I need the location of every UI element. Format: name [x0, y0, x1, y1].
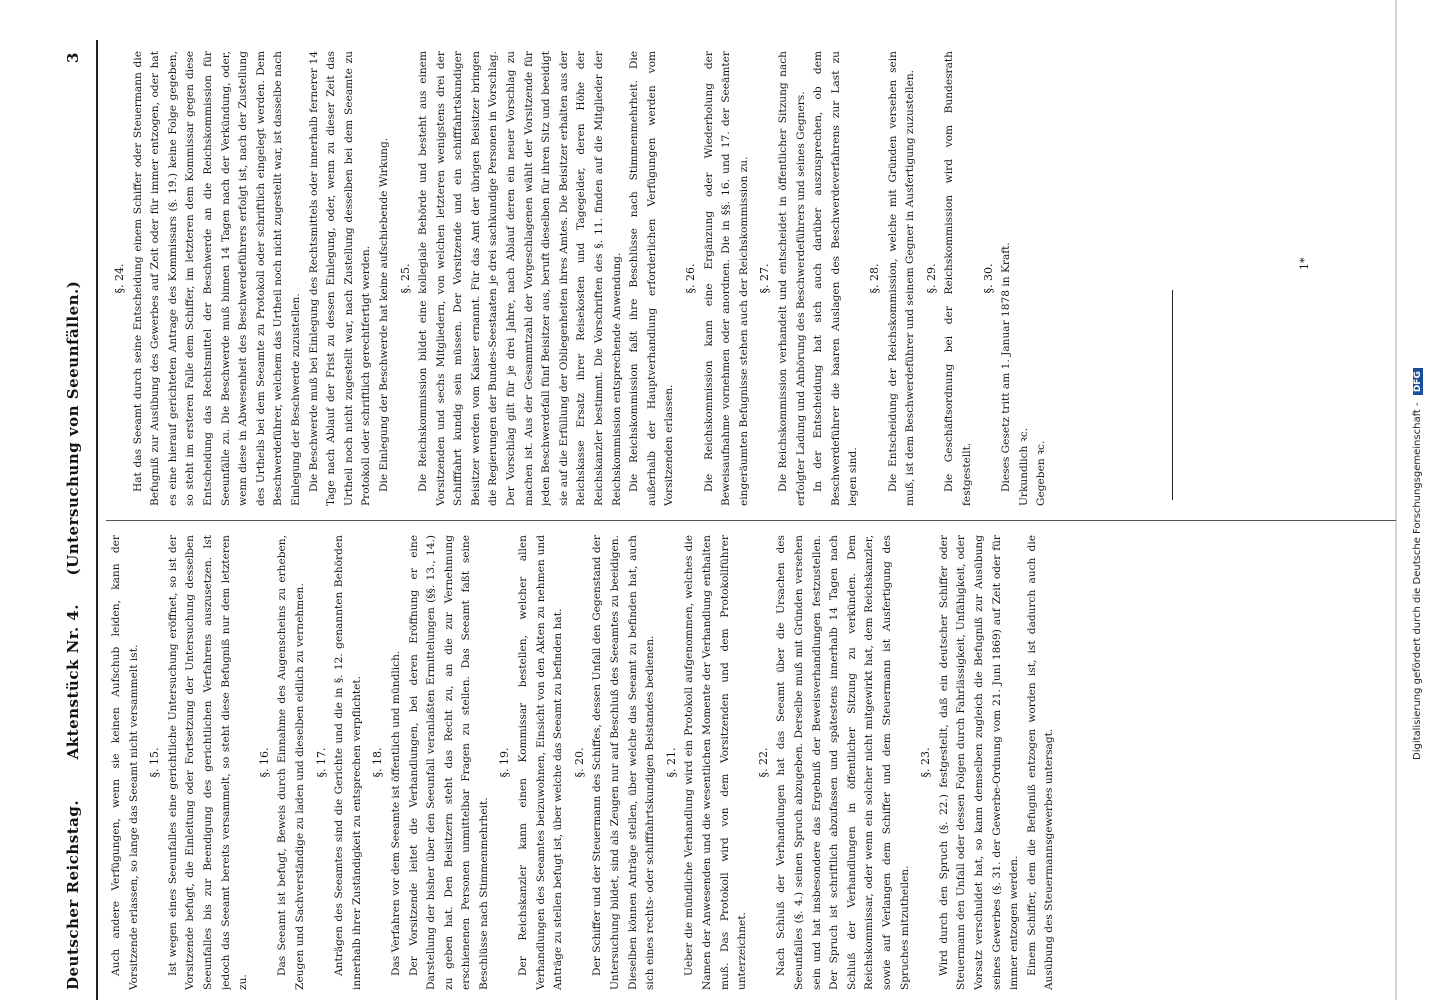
paragraph: Die Entscheidung der Reichskommission, welche mit Gründen versehen sein muß, ist dem Beschwerdeführer und seinem Gegner in Ausfertigung zuzustellen. [886, 51, 917, 506]
digitization-notice [1412, 0, 1432, 760]
section-heading: §. 28. [867, 263, 881, 294]
paragraph: Der Reichskanzler kann einen Kommissar bestellen, welcher allen Verhandlungen des Seeamtes beizuwohnen, Einsicht von den Akten zu nehmen und Anträge zu stellen befugt ist, über welche das Seeamt zu befinden hat. [517, 535, 565, 990]
section-heading: §. 29. [924, 263, 938, 294]
end-rule [1172, 290, 1173, 500]
paragraph: Wird durch den Spruch (§. 22.) festgestellt, daß ein deutscher Schiffer oder Steuermann den Unfall oder dessen Folgen durch Fahrlässigkeit, Unfähigkeit, oder Vorsatz verschuldet hat, so kann demselben zugleich die Befugniß zur Ausübung seines Gewerbes (§. 31. der Gewerbe-Ordnung vom 21. Juni 1869) auf Zeit oder für immer entzogen werden. [937, 535, 1021, 990]
section-heading: §. 20. [572, 747, 586, 778]
paragraph: Gegeben ꝛc. [1035, 440, 1048, 506]
section-heading: §. 30. [981, 263, 995, 294]
dfg-logo: DFG [1413, 368, 1423, 395]
paragraph: Das Verfahren vor dem Seeamte ist öffentlich und mündlich. [389, 650, 402, 976]
paragraph: Die Reichskommission verhandelt und entscheidet in öffentlicher Sitzung nach erfolgter Ladung und Anhörung des Beschwerdeführers und seines Gegners. [776, 51, 807, 506]
paragraph: Auch andere Verfügungen, wenn sie keinen Aufschub leiden, kann der Vorsitzende erlassen, so lange das Seeamt nicht versammelt ist. [110, 535, 140, 990]
paragraph: Dieses Gesetz tritt am 1. Januar 1878 in Kraft. [1000, 242, 1013, 492]
section-heading: §. 24. [113, 263, 126, 294]
running-header [50, 40, 98, 1000]
paragraph: Die Geschäftsordnung bei der Reichskommission wird vom Bundesrath festgestellt. [943, 51, 973, 506]
left-column [108, 535, 1398, 990]
header-left: Deutscher Reichstag. [64, 799, 82, 990]
column-divider [106, 520, 1396, 521]
paragraph: Das Seeamt ist befugt, Beweis durch Einnahme des Augenscheins zu erheben, Zeugen und Sachverständige zu laden und dieselben eidlich zu vernehmen. [276, 535, 306, 990]
header-rule [96, 40, 98, 1000]
rotated-document [50, 40, 1400, 1000]
section-heading: §. 18. [371, 747, 385, 778]
section-heading: §. 23. [919, 747, 933, 778]
section-heading: §. 27. [758, 263, 772, 294]
section-heading: §. 26. [684, 263, 697, 294]
section-heading: §. 25. [398, 263, 412, 294]
section-heading: §. 17. [314, 747, 328, 778]
right-column [108, 51, 1398, 506]
section-heading: §. 16. [257, 747, 271, 778]
paragraph: Einem Schiffer, dem die Befugniß entzogen worden ist, ist dadurch auch die Ausübung des Steuermannsgewerbes untersagt. [1025, 535, 1056, 990]
paragraph: Ueber die mündliche Verhandlung wird ein Protokoll aufgenommen, welches die Namen der Anwesenden und die wesentlichen Momente der Verhandlung enthalten muß. Das Protokoll wird von dem Vorsitzenden und dem Protokollführer unterzeichnet. [683, 535, 749, 990]
paragraph: Der Schiffer und der Steuermann des Schiffes, dessen Unfall den Gegenstand der Untersuchung bildet, sind als Zeugen nur auf Beschluß des Seeamtes zu beeidigen. Dieselben können Anträge stellen, über welche das Seeamt zu befinden hat, auch sich eines rechts- oder schifffahrtskundigen Beistandes bedienen. [591, 535, 657, 990]
paragraph: Urkundlich ꝛc. [1017, 427, 1030, 506]
section-heading: §. 22. [756, 747, 770, 778]
page-number: 3 [64, 52, 82, 63]
paragraph: Der Vorsitzende leitet die Verhandlungen, bei deren Eröffnung er eine Darstellung der bisher über den Seeunfall veranlaßten Ermittelungen (§§. 13., 14.) zu geben hat. Den Beisitzern steht das Recht zu, an die zur Vernehmung erschienenen Personen unmittelbar Fragen zu stellen. Das Seeamt faßt seine Beschlüsse nach Stimmenmehrheit. [407, 535, 490, 990]
paragraph: Die Reichskommission bildet eine kollegiale Behörde und besteht aus einem Vorsitzenden und sechs Mitgliedern, von welchen letzteren wenigstens drei der Schifffahrt kundig sein müssen. Der Vorsitzende und ein schifffahrtskundiger Beisitzer werden vom Kaiser ernannt. Für das Amt der übrigen Beisitzer bringen die Regierungen der Bundes-Seestaaten je drei sachkundige Personen in Vorschlag. Der Vorschlag gilt für je drei Jahre, nach Ablauf deren ein neuer Vorschlag zu machen ist. Aus der Gesammtzahl der Vorgeschlagenen wählt der Vorsitzende für jeden Beschwerdefall fünf Beisitzer aus, beruft dieselben für ihren Sitz und beeidigt sie auf die Erfüllung der Obliegenheiten ihres Amtes. Die Beisitzer erhalten aus der Reichskasse Ersatz ihrer Reisekosten und Tagegelder, deren Höhe der Reichskanzler bestimmt. Die Vorschriften des §. 11. finden auf die Mitglieder der Reichskommission entsprechende Anwendung. [417, 51, 623, 506]
paragraph: Die Reichskommission faßt ihre Beschlüsse nach Stimmenmehrheit. Die außerhalb der Hauptverhandlung erforderlichen Verfügungen werden vom Vorsitzenden erlassen. [628, 51, 676, 506]
paragraph: Die Reichskommission kann eine Ergänzung oder Wiederholung der Beweisaufnahme vornehmen oder anordnen. Die in §§. 16. und 17. der Seeämter eingeräumten Befugnisse stehen auch der Reichskommission zu. [702, 51, 750, 506]
paragraph: Die Beschwerde muß bei Einlegung des Rechtsmittels oder innerhalb fernerer 14 Tage nach Ablauf der Frist zu dessen Einlegung, oder, wenn zu dieser Zeit das Urtheil noch nicht zugestellt war, nach Zustellung desselben bei dem Seeamte zu Protokoll oder schriftlich gerechtfertigt werden. [307, 51, 373, 506]
section-heading: §. 19. [498, 747, 512, 778]
notice-text: Digitalisierung gefördert durch die Deutsche Forschungsgemeinschaft - [1412, 402, 1423, 760]
paragraph: In der Entscheidung hat sich auch darüber auszusprechen, ob dem Beschwerdeführer die baaren Auslagen des Beschwerdeverfahrens zur Last zu legen sind. [812, 51, 860, 506]
header-subject: (Untersuchung von Seeunfällen.) [64, 280, 82, 576]
paragraph: Nach Schluß der Verhandlungen hat das Seeamt über die Ursachen des Seeunfalles (§. 4.) seinen Spruch abzugeben. Derselbe muß mit Gründen versehen sein und hat insbesondere das Ergebniß der Beweisverhandlungen festzustellen. Der Spruch ist schriftlich abzufassen und spätestens innerhalb 14 Tagen nach Schluß der Verhandlungen in öffentlicher Sitzung zu verkünden. Dem Reichskommissar, oder wenn ein solcher nicht mitgewirkt hat, dem Reichskanzler, sowie auf Verlangen dem Schiffer und dem Steuermann ist Ausfertigung des Spruches mitzutheilen. [775, 535, 911, 990]
header-center [64, 40, 82, 1000]
section-heading: §. 21. [664, 747, 678, 778]
paragraph: Die Einlegung der Beschwerde hat keine aufschiebende Wirkung. [377, 137, 390, 492]
paragraph: Ist wegen eines Seeunfalles eine gerichtliche Untersuchung eröffnet, so ist der Vorsitzende befugt, die Einleitung oder Fortsetzung der Untersuchung desselben Seeunfalles bis zur Beendigung des gerichtlichen Verfahrens auszusetzen. Ist jedoch das Seeamt bereits versammelt, so steht diese Befugniß nur dem letzteren zu. [166, 535, 250, 990]
signature-mark: 1* [1298, 257, 1311, 270]
section-heading: §. 15. [148, 747, 162, 778]
header-doc-number: Aktenstück Nr. 4. [64, 604, 82, 760]
paragraph: Hat das Seeamt durch seine Entscheidung einem Schiffer oder Steuermann die Befugniß zur Ausübung des Gewerbes auf Zeit oder für immer entzogen, oder hat es eine hierauf gerichteten Antrage des Kommissars (§. 19.) keine Folge gegeben, so steht im ersteren Falle dem Schiffer, im letzteren dem Kommissar gegen diese Entscheidung das Rechtsmittel der Beschwerde an die Reichskommission für Seeunfälle zu. Die Beschwerde muß binnen 14 Tagen nach der Verkündung, oder, wenn diese in Abwesenheit des Beschwerdeführers erfolgt ist, nach der Zustellung des Urtheils bei dem Seeamte zu Protokoll oder schriftlich eingelegt werden. Dem Beschwerdeführer, welchem das Urtheil noch nicht zugestellt war, ist dasselbe nach Einlegung der Beschwerde zuzustellen. [131, 51, 302, 506]
paragraph: Anträgen des Seeamtes sind die Gerichte und die in §. 12. genannten Behörden innerhalb ihrer Zuständigkeit zu entsprechen verpflichtet. [333, 535, 363, 990]
